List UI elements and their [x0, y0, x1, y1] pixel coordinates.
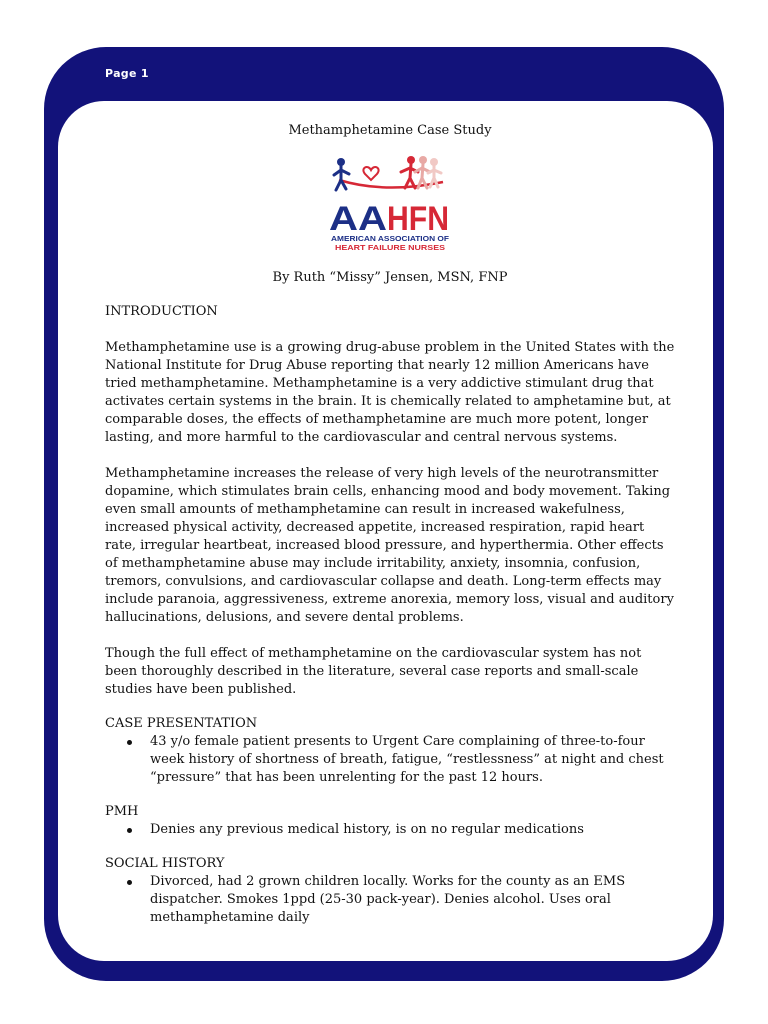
logo-subtitle-2: HEART FAILURE NURSES [335, 243, 445, 252]
bullet-icon [127, 740, 132, 745]
list-item-text: 43 y/o female patient presents to Urgent Care complaining of three-to-four week history of shortness of breath, fatigue, “restlessness” at night and chest “pressure” that has been unrelenting for the past 12 hours. [150, 734, 664, 785]
aahfn-logo [325, 154, 455, 254]
list-item-text: Denies any previous medical history, is on no regular medications [150, 822, 584, 837]
section-heading-pmh: PMH [105, 804, 139, 819]
intro-paragraph-2: Methamphetamine increases the release of very high levels of the neurotransmitter dopamine, which stimulates brain cells, enhancing mood and body movement. Taking even small amounts of methamphetamine can result in increased wakefulness, increased physical activity, decreased appetite, increased respiration, rapid heart rate, irregular heartbeat, increased blood pressure, and hyperthermia. Other effects of methamphetamine abuse may include irritability, anxiety, insomnia, confusion, tremors, convulsions, and cardiovascular collapse and death. Long-term effects may include paranoia, aggressiveness, extreme anorexia, memory loss, visual and auditory hallucinations, delusions, and severe dental problems. [105, 466, 674, 625]
list-item [105, 733, 675, 787]
section-heading-social-history: SOCIAL HISTORY [105, 856, 225, 871]
author-byline: By Ruth “Missy” Jensen, MSN, FNP [272, 270, 508, 285]
social-history-list [105, 873, 675, 927]
list-item-text: Divorced, had 2 grown children locally. Works for the county as an EMS dispatcher. Smokes 1ppd (25-30 pack-year). Denies alcohol. Uses oral methamphetamine daily [150, 874, 626, 925]
page-label: Page 1 [105, 67, 149, 80]
case-presentation-list [105, 733, 675, 787]
svg-text:HFN: HFN [387, 200, 449, 238]
bullet-icon [127, 880, 132, 885]
document-title: Methamphetamine Case Study [288, 123, 492, 138]
section-heading-introduction: INTRODUCTION [105, 304, 218, 319]
document-body [105, 122, 675, 927]
svg-text:AA: AA [329, 200, 387, 238]
document-panel [58, 101, 713, 961]
logo-subtitle-1: AMERICAN ASSOCIATION OF [331, 234, 450, 243]
list-item [105, 873, 675, 927]
bullet-icon [127, 828, 132, 833]
pmh-list [105, 821, 675, 839]
list-item [105, 821, 675, 839]
section-heading-case-presentation: CASE PRESENTATION [105, 716, 258, 731]
intro-paragraph-1: Methamphetamine use is a growing drug-abuse problem in the United States with the National Institute for Drug Abuse reporting that nearly 12 million Americans have tried methamphetamine. Methamphetamine is a very addictive stimulant drug that activates certain systems in the brain. It is chemically related to amphetamine but, at comparable doses, the effects of methamphetamine are much more potent, longer lasting, and more harmful to the cardiovascular and central nervous systems. [105, 340, 675, 445]
intro-paragraph-3: Though the full effect of methamphetamine on the cardiovascular system has not been thoroughly described in the literature, several case reports and small-scale studies have been published. [105, 646, 642, 697]
